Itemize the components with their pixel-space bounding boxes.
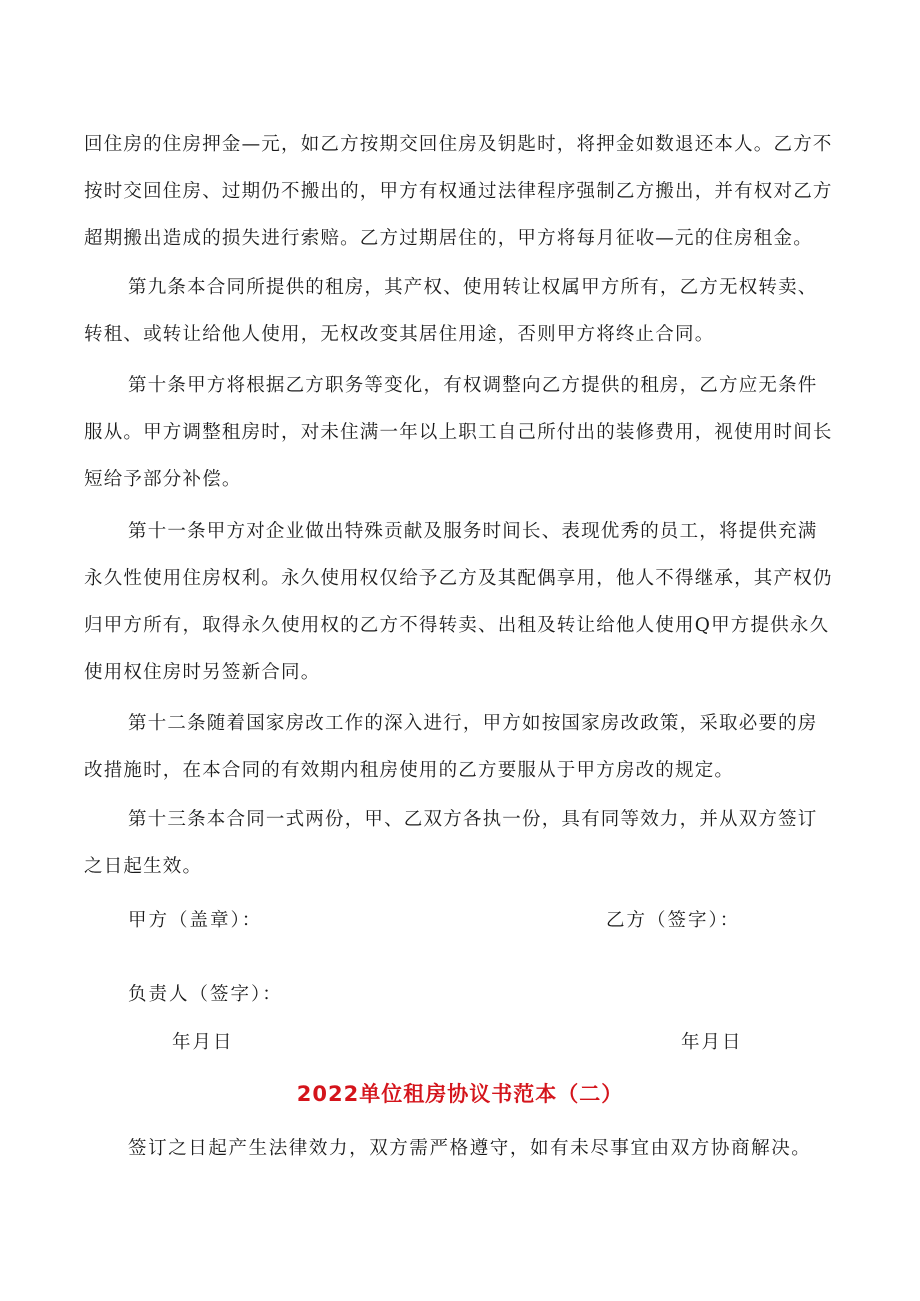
section-title: 2022单位租房协议书范本（二） <box>296 1082 624 1106</box>
text-line: 第十二条随着国家房改工作的深入进行，甲方如按国家房改政策，采取必要的房 <box>128 713 818 734</box>
party-a-seal-label: 甲方（盖章）： <box>128 910 263 931</box>
closing-line: 签订之日起产生法律效力，双方需严格遵守，如有未尽事宜由双方协商解决。 <box>128 1138 812 1159</box>
text-line: 永久性使用住房权利。永久使用权仅给予乙方及其配偶享用，他人不得继承，其产权仍 <box>84 568 833 589</box>
date-right: 年月日 <box>681 1032 743 1053</box>
paragraph-article-9 <box>84 264 842 358</box>
text-line: 第九条本合同所提供的租房，其产权、使用转让权属甲方所有，乙方无权转卖、 <box>128 277 818 298</box>
text-line: 短给予部分补偿。 <box>84 469 242 490</box>
date-left: 年月日 <box>172 1032 234 1053</box>
text-line: 回住房的住房押金—元，如乙方按期交回住房及钥匙时，将押金如数退还本人。乙方不 <box>84 134 833 155</box>
text-line: 之日起生效。 <box>84 856 203 877</box>
text-line: 第十三条本合同一式两份，甲、乙双方各执一份，具有同等效力，并从双方签订 <box>128 809 818 830</box>
paragraph-article-12 <box>84 700 842 794</box>
text-line: 归甲方所有，取得永久使用权的乙方不得转卖、出租及转让给他人使用Q甲方提供永久 <box>84 615 830 636</box>
text-line: 使用权住房时另签新合同。 <box>84 662 321 683</box>
party-b-signature-label: 乙方（签字）： <box>606 910 741 931</box>
text-line: 转租、或转让给他人使用，无权改变其居住用途，否则甲方将终止合同。 <box>84 324 715 345</box>
paragraph-article-11 <box>84 508 842 696</box>
paragraph-article-10 <box>84 362 842 503</box>
text-line: 第十条甲方将根据乙方职务等变化，有权调整向乙方提供的租房，乙方应无条件 <box>128 375 818 396</box>
paragraph-article-13 <box>84 796 842 890</box>
paragraph-article-8-continued <box>84 121 842 262</box>
responsible-person-signature-label: 负责人（签字）： <box>128 984 283 1005</box>
text-line: 按时交回住房、过期仍不搬出的，甲方有权通过法律程序强制乙方搬出，并有权对乙方 <box>84 181 833 202</box>
text-line: 服从。甲方调整租房时，对未住满一年以上职工自己所付出的装修费用，视使用时间长 <box>84 422 833 443</box>
text-line: 第十一条甲方对企业做出特殊贡献及服务时间长、表现优秀的员工，将提供充满 <box>128 521 818 542</box>
text-line: 超期搬出造成的损失进行索赔。乙方过期居住的，甲方将每月征收—元的住房租金。 <box>84 228 813 249</box>
text-line: 改措施时，在本合同的有效期内租房使用的乙方要服从于甲方房改的规定。 <box>84 760 735 781</box>
